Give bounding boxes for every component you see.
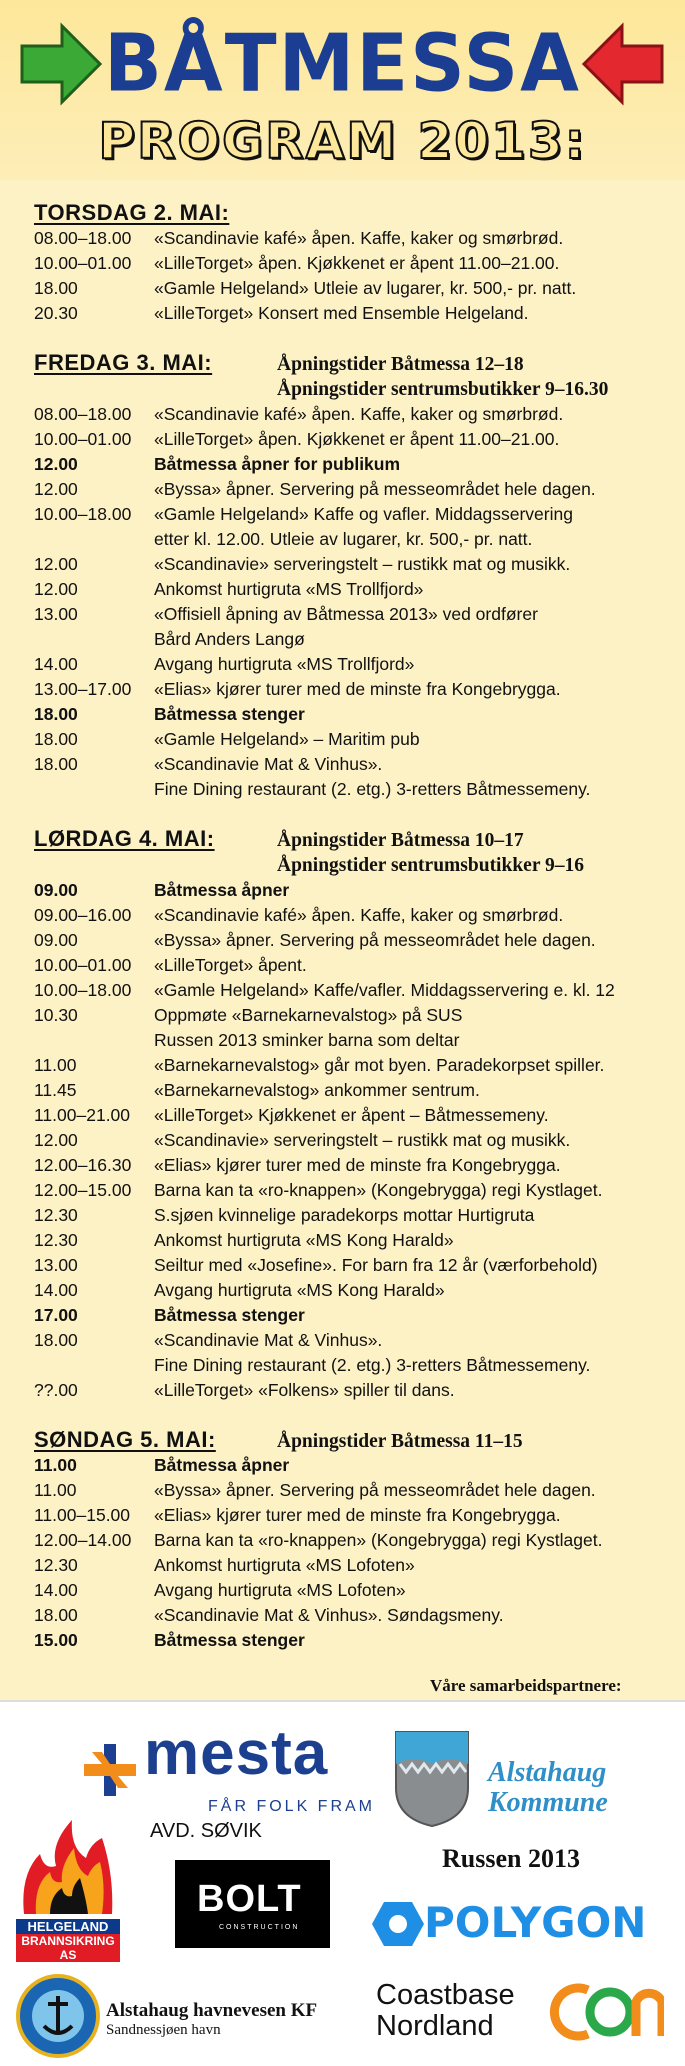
program-row — [34, 502, 674, 527]
opening-hours-line: Åpningstider sentrumsbutikker 9–16 — [277, 855, 585, 876]
program-row — [34, 702, 674, 727]
program-row — [34, 427, 674, 452]
event-time: 12.30 — [34, 1230, 78, 1250]
day-section — [34, 826, 674, 1403]
opening-hours-line: Åpningstider sentrumsbutikker 9–16.30 — [277, 379, 609, 400]
event-time: 12.00 — [34, 554, 78, 574]
event-text: Avgang hurtigruta «MS Kong Harald» — [154, 1280, 445, 1300]
program-row — [34, 1153, 674, 1178]
polygon-logo — [370, 1898, 647, 1955]
program-row — [34, 677, 674, 702]
polygon-mark-icon — [370, 1898, 426, 1950]
opening-hours — [277, 1429, 523, 1454]
event-text: «Gamle Helgeland» Kaffe/vafler. Middagsservering e. kl. 12 — [154, 980, 615, 1000]
mesta-name: mesta — [144, 1719, 329, 1788]
program-row — [34, 1253, 674, 1278]
event-text: «LilleTorget» Kjøkkenet er åpent – Båtmessemeny. — [154, 1105, 549, 1125]
event-time: 12.00–14.00 — [34, 1530, 132, 1550]
program-row — [34, 552, 674, 577]
event-time: 11.00–15.00 — [34, 1505, 131, 1525]
event-time: ??.00 — [34, 1380, 78, 1400]
program-row — [34, 1478, 674, 1503]
program-row — [34, 878, 674, 903]
event-time: 08.00–18.00 — [34, 228, 132, 248]
event-text: «Elias» kjører turer med de minste fra Kongebrygga. — [154, 679, 561, 699]
program-row — [34, 1603, 674, 1628]
event-text: «Barnekarnevalstog» ankommer sentrum. — [154, 1080, 480, 1100]
event-text: Avgang hurtigruta «MS Lofoten» — [154, 1580, 406, 1600]
event-time: 14.00 — [34, 1280, 78, 1300]
program-row — [34, 402, 674, 427]
program-row — [34, 276, 674, 301]
event-time: 17.00 — [34, 1305, 78, 1325]
event-text: «Gamle Helgeland» Kaffe og vafler. Middagsservering — [154, 504, 573, 524]
day-section — [34, 350, 674, 802]
program-row — [34, 577, 674, 602]
event-time — [34, 527, 154, 552]
program-row — [34, 1453, 674, 1478]
event-text: «Gamle Helgeland» – Maritim pub — [154, 729, 420, 749]
event-time: 18.00 — [34, 278, 78, 298]
day-title: FREDAG 3. MAI: — [34, 350, 213, 375]
event-time: 12.00 — [34, 579, 78, 599]
event-time: 12.30 — [34, 1555, 78, 1575]
event-text: «Scandinavie» serveringstelt – rustikk mat og musikk. — [154, 1130, 571, 1150]
event-text: «Elias» kjører turer med de minste fra Kongebrygga. — [154, 1155, 561, 1175]
coat-of-arms-icon — [392, 1728, 472, 1828]
event-time: 11.00 — [34, 1455, 77, 1475]
havnevesen-logo — [16, 1974, 318, 2063]
page-title: BÅTMESSA — [103, 15, 581, 110]
event-text: Båtmessa stenger — [154, 1305, 305, 1325]
event-text: «Barnekarnevalstog» går mot byen. Paradekorpset spiller. — [154, 1055, 605, 1075]
program-row — [34, 627, 674, 652]
event-time: 13.00 — [34, 1255, 78, 1275]
event-time — [34, 627, 154, 652]
bolt-name: BOLT — [197, 1878, 302, 1920]
program-row — [34, 1053, 674, 1078]
event-text: «Scandinavie» serveringstelt – rustikk mat og musikk. — [154, 554, 571, 574]
mesta-tagline: FÅR FOLK FRAM — [208, 1798, 376, 1815]
event-time: 18.00 — [34, 754, 78, 774]
flame-icon — [16, 1814, 120, 1914]
day-header — [34, 200, 674, 226]
program-row — [34, 1353, 674, 1378]
event-text: «Elias» kjører turer med de minste fra Kongebrygga. — [154, 1505, 561, 1525]
program-row — [34, 1228, 674, 1253]
alstahaug-line2: Kommune — [488, 1787, 608, 1818]
program-row — [34, 1303, 674, 1328]
program-row — [34, 527, 674, 552]
page-subtitle: PROGRAM 2013: — [98, 112, 587, 170]
opening-hours — [277, 828, 584, 878]
event-time: 12.00 — [34, 1130, 78, 1150]
mesta-star-icon — [82, 1742, 138, 1798]
program-row — [34, 903, 674, 928]
helgeland-brannsikring-logo — [16, 1814, 120, 1962]
program-row — [34, 928, 674, 953]
program-row — [34, 727, 674, 752]
day-header — [34, 350, 674, 402]
coastbase-line2: Nordland — [376, 2010, 494, 2042]
helgeland-name: HELGELAND — [16, 1919, 120, 1934]
event-text: Båtmessa åpner — [154, 880, 290, 900]
program-row — [34, 777, 674, 802]
event-text: «Offisiell åpning av Båtmessa 2013» ved ordfører — [154, 604, 538, 624]
event-text: etter kl. 12.00. Utleie av lugarer, kr. 500,- pr. natt. — [154, 529, 533, 549]
program-row — [34, 1028, 674, 1053]
opening-hours-line: Åpningstider Båtmessa 12–18 — [277, 354, 524, 375]
event-text: «Scandinavie kafé» åpen. Kaffe, kaker og smørbrød. — [154, 228, 564, 248]
event-text: Båtmessa åpner — [154, 1455, 290, 1475]
day-header — [34, 826, 674, 878]
program-row — [34, 452, 674, 477]
event-text: Ankomst hurtigruta «MS Lofoten» — [154, 1555, 415, 1575]
program-row — [34, 1378, 674, 1403]
event-time: 18.00 — [34, 729, 78, 749]
event-time — [34, 1028, 154, 1053]
event-text: «Scandinavie Mat & Vinhus». — [154, 754, 383, 774]
day-title: LØRDAG 4. MAI: — [34, 826, 215, 851]
day-section — [34, 200, 674, 326]
program-list — [34, 200, 674, 1677]
event-text: Båtmessa stenger — [154, 704, 305, 724]
event-time: 10.00–18.00 — [34, 980, 132, 1000]
program-row — [34, 1003, 674, 1028]
event-text: Barna kan ta «ro-knappen» (Kongebrygga) regi Kystlaget. — [154, 1180, 603, 1200]
event-time: 11.45 — [34, 1080, 77, 1100]
coastbase-line1: Coastbase — [376, 1979, 515, 2011]
event-time: 09.00 — [34, 930, 78, 950]
event-time — [34, 1353, 154, 1378]
event-time: 10.30 — [34, 1005, 78, 1025]
event-text: Barna kan ta «ro-knappen» (Kongebrygga) regi Kystlaget. — [154, 1530, 603, 1550]
polygon-name: POLYGON — [424, 1898, 647, 1947]
event-time: 13.00 — [34, 604, 78, 624]
event-text: Fine Dining restaurant (2. etg.) 3-retters Båtmessemeny. — [154, 779, 591, 799]
bolt-logo — [175, 1860, 330, 1948]
event-text: «Scandinavie kafé» åpen. Kaffe, kaker og smørbrød. — [154, 905, 564, 925]
havn-sub: Sandnessjøen havn — [106, 2022, 221, 2038]
event-text: «LilleTorget» åpent. — [154, 955, 307, 975]
event-text: «Byssa» åpner. Servering på messeområdet hele dagen. — [154, 930, 596, 950]
day-header — [34, 1427, 674, 1453]
program-row — [34, 652, 674, 677]
event-text: S.sjøen kvinnelige paradekorps mottar Hurtigruta — [154, 1205, 535, 1225]
partners-panel — [0, 1700, 685, 2066]
program-row — [34, 477, 674, 502]
program-row — [34, 1578, 674, 1603]
anchor-icon — [16, 1974, 100, 2058]
coastbase-mark-icon — [548, 1980, 664, 2044]
program-row — [34, 1078, 674, 1103]
opening-hours-line: Åpningstider Båtmessa 10–17 — [277, 830, 524, 851]
program-row — [34, 978, 674, 1003]
event-text: «Byssa» åpner. Servering på messeområdet hele dagen. — [154, 479, 596, 499]
event-text: «LilleTorget» «Folkens» spiller til dans. — [154, 1380, 455, 1400]
event-time: 11.00–21.00 — [34, 1105, 131, 1125]
program-row — [34, 1128, 674, 1153]
opening-hours — [277, 352, 608, 402]
event-time: 12.00–16.30 — [34, 1155, 132, 1175]
alstahaug-line1: Alstahaug — [488, 1757, 607, 1788]
event-time: 12.00 — [34, 479, 78, 499]
partners-label: Våre samarbeidspartnere: — [430, 1676, 622, 1695]
event-time: 12.00 — [34, 454, 78, 474]
event-time: 10.00–18.00 — [34, 504, 132, 524]
event-time: 14.00 — [34, 1580, 78, 1600]
event-text: Båtmessa åpner for publikum — [154, 454, 401, 474]
event-text: Oppmøte «Barnekarnevalstog» på SUS — [154, 1005, 463, 1025]
havn-title: Alstahaug havnevesen KF — [106, 2000, 318, 2021]
event-text: Bård Anders Langø — [154, 629, 305, 649]
program-row — [34, 1553, 674, 1578]
event-time: 09.00 — [34, 880, 78, 900]
program-row — [34, 1328, 674, 1353]
program-row — [34, 1528, 674, 1553]
program-row — [34, 953, 674, 978]
event-text: Båtmessa stenger — [154, 1630, 305, 1650]
event-time: 10.00–01.00 — [34, 253, 132, 273]
event-text: «Scandinavie kafé» åpen. Kaffe, kaker og smørbrød. — [154, 404, 564, 424]
helgeland-sub: BRANNSIKRING AS — [16, 1934, 120, 1962]
event-text: «Gamle Helgeland» Utleie av lugarer, kr. 500,- pr. natt. — [154, 278, 577, 298]
event-text: Ankomst hurtigruta «MS Kong Harald» — [154, 1230, 454, 1250]
program-row — [34, 1503, 674, 1528]
event-time: 18.00 — [34, 1330, 78, 1350]
event-time: 18.00 — [34, 1605, 78, 1625]
event-text: «Scandinavie Mat & Vinhus». — [154, 1330, 383, 1350]
event-text: Fine Dining restaurant (2. etg.) 3-retters Båtmessemeny. — [154, 1355, 591, 1375]
russen-logo: Russen 2013 — [442, 1844, 580, 1873]
event-text: «LilleTorget» Konsert med Ensemble Helgeland. — [154, 303, 529, 323]
event-time: 12.30 — [34, 1205, 78, 1225]
day-section — [34, 1427, 674, 1653]
program-row — [34, 301, 674, 326]
event-time: 15.00 — [34, 1630, 78, 1650]
event-text: «Scandinavie Mat & Vinhus». Søndagsmeny. — [154, 1605, 504, 1625]
program-row — [34, 602, 674, 627]
event-text: Seiltur med «Josefine». For barn fra 12 år (værforbehold) — [154, 1255, 598, 1275]
event-time — [34, 777, 154, 802]
event-time: 12.00–15.00 — [34, 1180, 132, 1200]
opening-hours-line: Åpningstider Båtmessa 11–15 — [277, 1431, 523, 1452]
event-text: «LilleTorget» åpen. Kjøkkenet er åpent 11.00–21.00. — [154, 429, 560, 449]
event-time: 14.00 — [34, 654, 78, 674]
program-row — [34, 1178, 674, 1203]
program-row — [34, 1278, 674, 1303]
program-row — [34, 1203, 674, 1228]
event-time: 20.30 — [34, 303, 78, 323]
event-time: 08.00–18.00 — [34, 404, 132, 424]
event-text: «LilleTorget» åpen. Kjøkkenet er åpent 11.00–21.00. — [154, 253, 560, 273]
event-text: Russen 2013 sminker barna som deltar — [154, 1030, 460, 1050]
program-row — [34, 1628, 674, 1653]
day-title: TORSDAG 2. MAI: — [34, 200, 230, 225]
event-text: «Byssa» åpner. Servering på messeområdet hele dagen. — [154, 1480, 596, 1500]
event-time: 11.00 — [34, 1480, 77, 1500]
event-time: 10.00–01.00 — [34, 955, 132, 975]
event-time: 09.00–16.00 — [34, 905, 132, 925]
event-time: 10.00–01.00 — [34, 429, 132, 449]
event-time: 18.00 — [34, 704, 78, 724]
event-time: 11.00 — [34, 1055, 77, 1075]
program-row — [34, 226, 674, 251]
program-row — [34, 752, 674, 777]
bolt-sub: CONSTRUCTION — [219, 1924, 300, 1931]
day-title: SØNDAG 5. MAI: — [34, 1427, 216, 1452]
program-row — [34, 251, 674, 276]
program-row — [34, 1103, 674, 1128]
event-text: Ankomst hurtigruta «MS Trollfjord» — [154, 579, 424, 599]
mesta-sub: AVD. SØVIK — [150, 1820, 262, 1842]
event-time: 13.00–17.00 — [34, 679, 132, 699]
alstahaug-kommune-logo — [392, 1728, 608, 1833]
event-text: Avgang hurtigruta «MS Trollfjord» — [154, 654, 415, 674]
